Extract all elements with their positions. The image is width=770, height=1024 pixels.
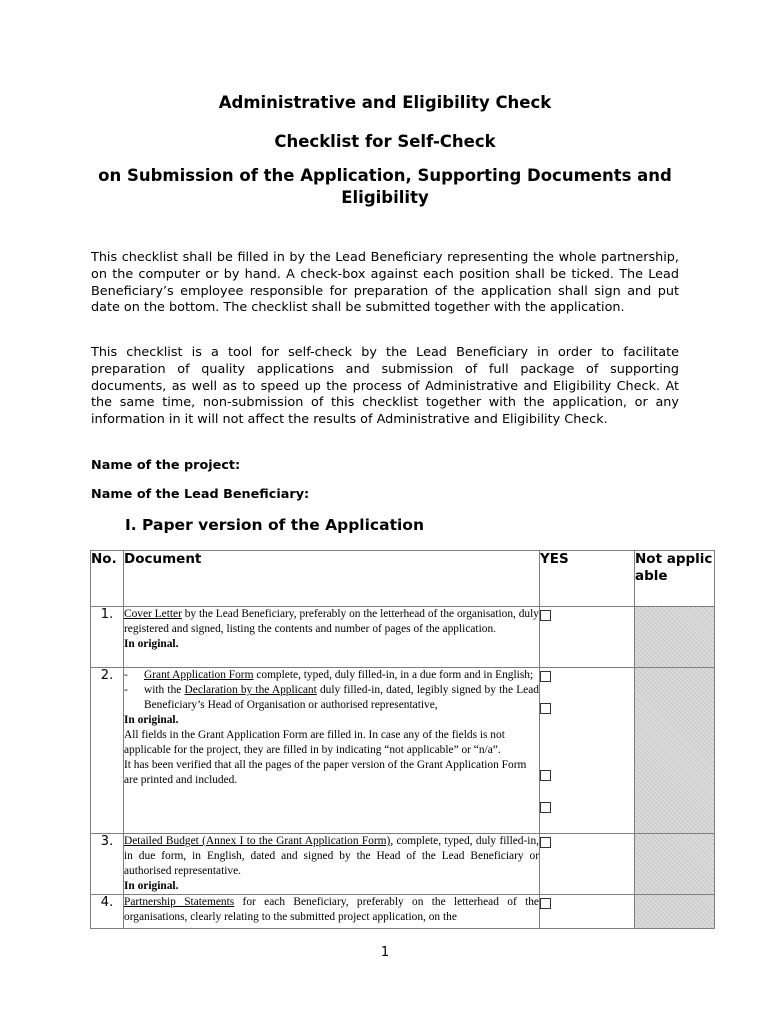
- document-link: Grant Application Form: [144, 669, 254, 681]
- document-text: complete, typed, duly filled-in, in a due form and in English;: [253, 669, 534, 681]
- row-document: [124, 834, 540, 895]
- table-header-row: [91, 551, 715, 607]
- row-number: 3.: [91, 834, 124, 895]
- document-link: Detailed Budget (Annex I to the Grant Application Form): [124, 835, 391, 847]
- document-link: Partnership Statements: [124, 896, 235, 908]
- yes-cell: [540, 607, 635, 668]
- original-note: In original.: [124, 714, 179, 726]
- yes-checkbox[interactable]: [540, 770, 551, 781]
- document-text: for each Beneficiary, preferably on the letterhead of the organisations, clearly relating to the submitted project application, on the: [124, 896, 539, 923]
- yes-cell: [540, 834, 635, 895]
- list-item: - Grant Application Form complete, typed, duly filled-in, in a due form and in English;: [124, 669, 534, 681]
- document-subtitle: Checklist for Self-Check: [274, 132, 496, 151]
- row-number: 1.: [91, 607, 124, 668]
- table-row: [91, 607, 715, 668]
- yes-checkbox[interactable]: [540, 610, 551, 621]
- yes-cell: [540, 668, 635, 834]
- document-subtitle-2: on Submission of the Application, Supporting Documents and Eligibility: [98, 166, 672, 207]
- row-document: [124, 895, 540, 929]
- row-document: [124, 607, 540, 668]
- declaration-link: Declaration by the Applicant: [184, 684, 317, 696]
- document-text: by the Lead Beneficiary, preferably on the letterhead of the organisation, duly registered and signed, listing the contents and number of pages of the application.: [124, 608, 539, 635]
- table-row: [91, 668, 715, 834]
- yes-checkbox[interactable]: [540, 898, 551, 909]
- yes-checkbox[interactable]: [540, 703, 551, 714]
- header-no: No.: [91, 551, 124, 607]
- header-yes: YES: [540, 551, 635, 607]
- yes-checkbox[interactable]: [540, 671, 551, 682]
- list-item: - with the Declaration by the Applicant duly filled-in, dated, legibly signed by the Lead Beneficiary’s Head of Organisation or authorised representative,: [124, 684, 539, 711]
- intro-paragraph-2: This checklist is a tool for self-check by the Lead Beneficiary in order to facilitate preparation of quality applications and submission of full package of supporting documents, as well as to speed up the process of Administrative and Eligibility Check. At the same time, non-submission of this checklist together with the application, or any information in it will not affect the results of Administrative and Eligibility Check.: [91, 345, 679, 428]
- section-title: I. Paper version of the Application: [125, 516, 424, 534]
- intro-paragraph-1: This checklist shall be filled in by the Lead Beneficiary representing the whole partnership, on the computer or by hand. A check-box against each position shall be ticked. The Lead Beneficiary’s employee responsible for preparation of the application shall sign and put date on the bottom. The checklist shall be submitted together with the application.: [91, 250, 679, 316]
- header-document: Document: [124, 551, 540, 607]
- row-number: 4.: [91, 895, 124, 929]
- declaration-text: duly filled-in, dated, legibly signed by the Lead Beneficiary’s Head of Organisation or authorised representative,: [144, 684, 539, 711]
- not-applicable-cell: [635, 607, 715, 668]
- original-note: In original.: [124, 880, 179, 892]
- lead-beneficiary-label: Name of the Lead Beneficiary:: [91, 487, 310, 502]
- document-text: , complete, typed, duly filled-in, in due form, in English, dated and signed by the Head of the Lead Beneficiary or authorised representative.: [124, 835, 539, 877]
- document-title: Administrative and Eligibility Check: [218, 93, 552, 112]
- yes-checkbox[interactable]: [540, 802, 551, 813]
- pages-note: It has been verified that all the pages of the paper version of the Grant Application Form are printed and included.: [124, 759, 527, 786]
- checklist-table: [90, 550, 715, 929]
- row-document: [124, 668, 540, 834]
- original-note: In original.: [124, 638, 179, 650]
- project-name-label: Name of the project:: [91, 458, 241, 473]
- table-row: [91, 895, 715, 929]
- table-row: [91, 834, 715, 895]
- document-text-prefix: with the: [144, 684, 185, 696]
- yes-cell: [540, 895, 635, 929]
- row-number: 2.: [91, 668, 124, 834]
- fields-note: All fields in the Grant Application Form are filled in. In case any of the fields is not applicable for the project, they are filled in by indicating “not applicable” or “n/a”.: [124, 729, 505, 756]
- document-link: Cover Letter: [124, 608, 182, 620]
- header-not-applicable: Not applicable: [635, 551, 715, 607]
- yes-checkbox[interactable]: [540, 837, 551, 848]
- page-number: 1: [380, 945, 390, 960]
- not-applicable-cell: [635, 668, 715, 834]
- not-applicable-cell: [635, 895, 715, 929]
- not-applicable-cell: [635, 834, 715, 895]
